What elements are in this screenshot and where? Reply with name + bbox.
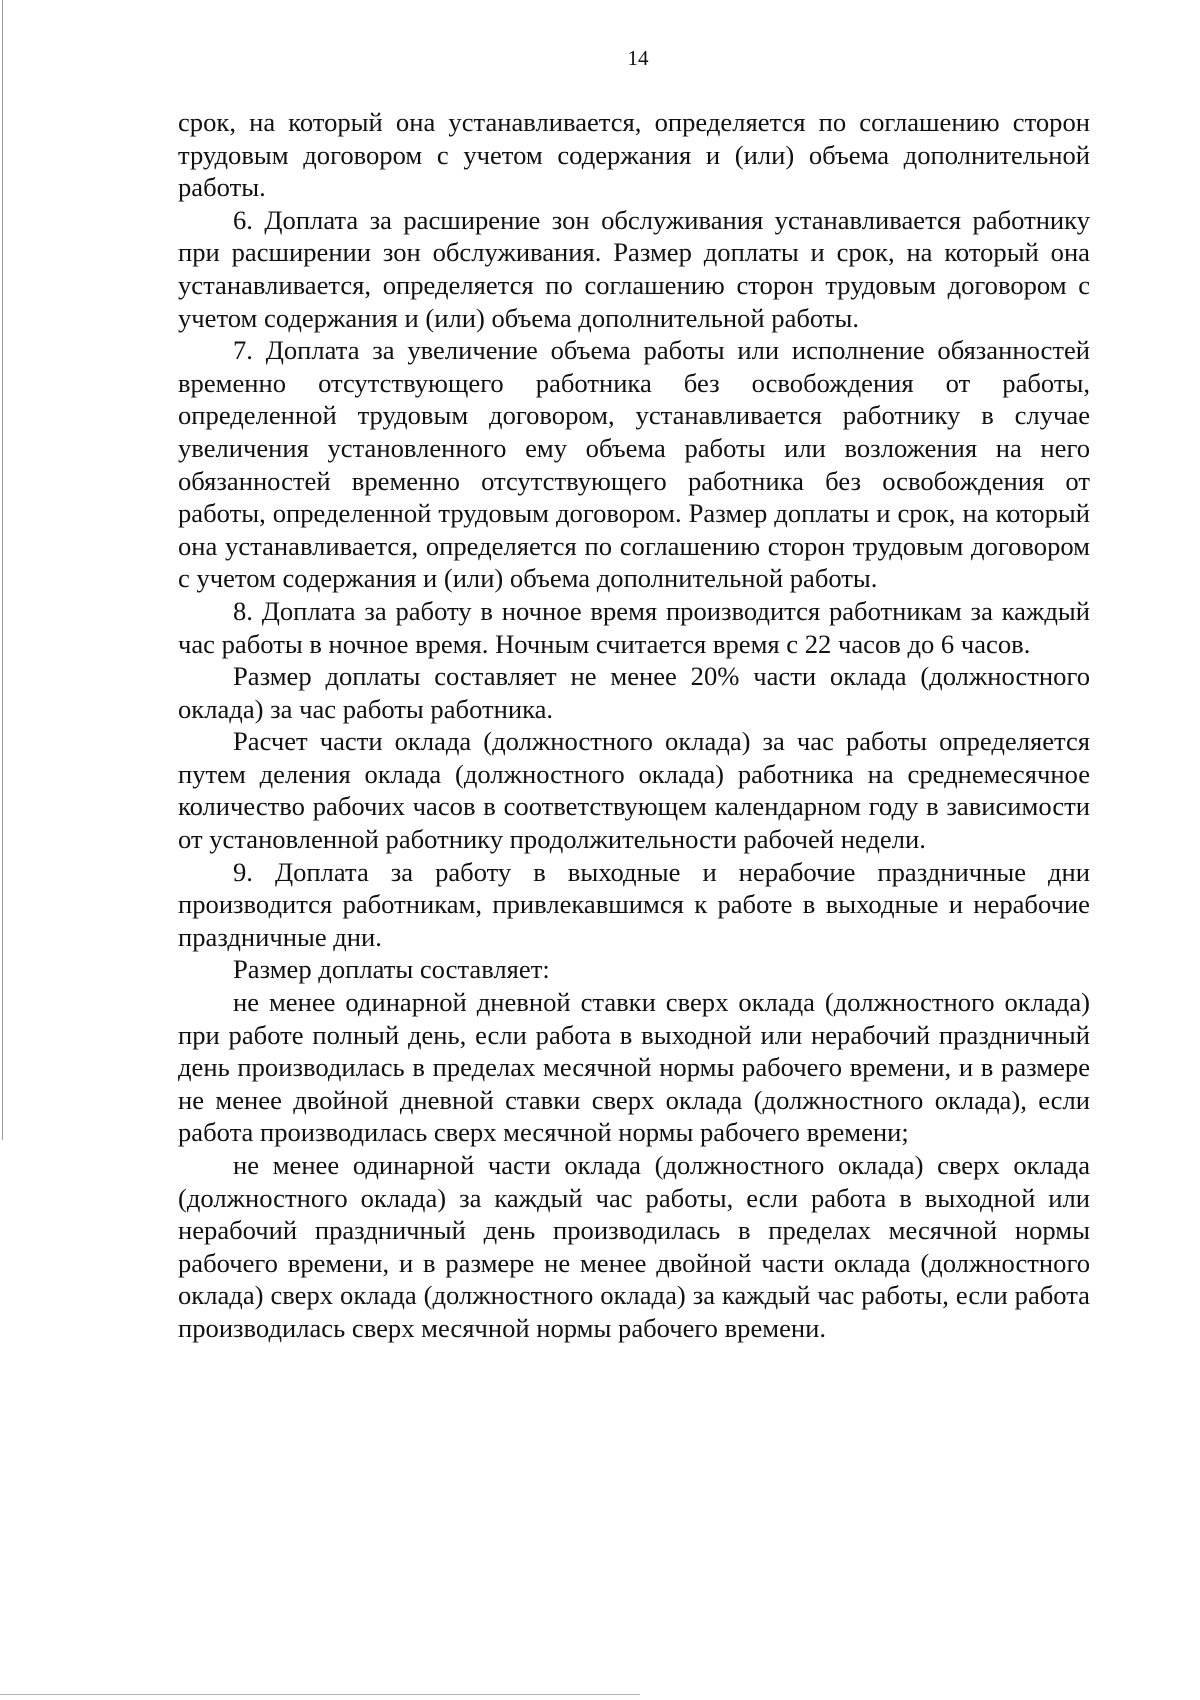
scan-edge-bottom [0, 1694, 640, 1695]
paragraph-night-rate: Размер доплаты составляет не менее 20% части оклада (должностного оклада) за час работы работника. [178, 661, 1090, 724]
paragraph-item-7: 7. Доплата за увеличение объема работы или исполнение обязанностей временно отсутствующего работника без освобождения от работы, определенной трудовым договором, устанавливается работнику в случае увеличения установленного ему объема работы или возложения на него обязанностей временно отсутствующего работника без освобождения от работы, определенной трудовым договором. Размер доплаты и срок, на который она устанавливается, определяется по соглашению сторон трудовым договором с учетом содержания и (или) объема дополнительной работы. [178, 335, 1090, 594]
paragraph-item-6: 6. Доплата за расширение зон обслуживания устанавливается работнику при расширении зон обслуживания. Размер доплаты и срок, на который она устанавливается, определяется по соглашению сторон трудовым договором с учетом содержания и (или) объема дополнительной работы. [178, 204, 1090, 333]
paragraph-daily-rate: не менее одинарной дневной ставки сверх оклада (должностного оклада) при работе полный день, если работа в выходной или нерабочий праздничный день производилась в пределах месячной нормы рабочего времени, и в размере не менее двойной дневной ставки сверх оклада (должностного оклада), если работа производилась сверх месячной нормы рабочего времени; [178, 987, 1090, 1148]
paragraph-item-9: 9. Доплата за работу в выходные и нерабочие праздничные дни производится работникам, привлекавшимся к работе в выходные и нерабочие праздничные дни. [178, 856, 1090, 952]
scan-edge-left [2, 0, 3, 1140]
page-number: 14 [627, 46, 649, 70]
document-body [178, 106, 1090, 1345]
paragraph-continuation: срок, на который она устанавливается, определяется по соглашению сторон трудовым договором с учетом содержания и (или) объема дополнительной работы. [178, 107, 1090, 203]
paragraph-rate-intro: Размер доплаты составляет: [233, 954, 550, 985]
paragraph-hourly-calculation: Расчет части оклада (должностного оклада) за час работы определяется путем деления оклада (должностного оклада) работника на среднемесячное количество рабочих часов в соответствующем календарном году в зависимости от установленной работнику продолжительности рабочей недели. [178, 726, 1090, 855]
paragraph-hourly-rate: не менее одинарной части оклада (должностного оклада) сверх оклада (должностного оклада) за каждый час работы, если работа в выходной или нерабочий праздничный день производилась в пределах месячной нормы рабочего времени, и в размере не менее двойной части оклада (должностного оклада) сверх оклада (должностного оклада) за каждый час работы, если работа производилась сверх месячной нормы рабочего времени. [178, 1150, 1090, 1343]
paragraph-item-8: 8. Доплата за работу в ночное время производится работникам за каждый час работы в ночное время. Ночным считается время с 22 часов до 6 часов. [178, 595, 1090, 659]
